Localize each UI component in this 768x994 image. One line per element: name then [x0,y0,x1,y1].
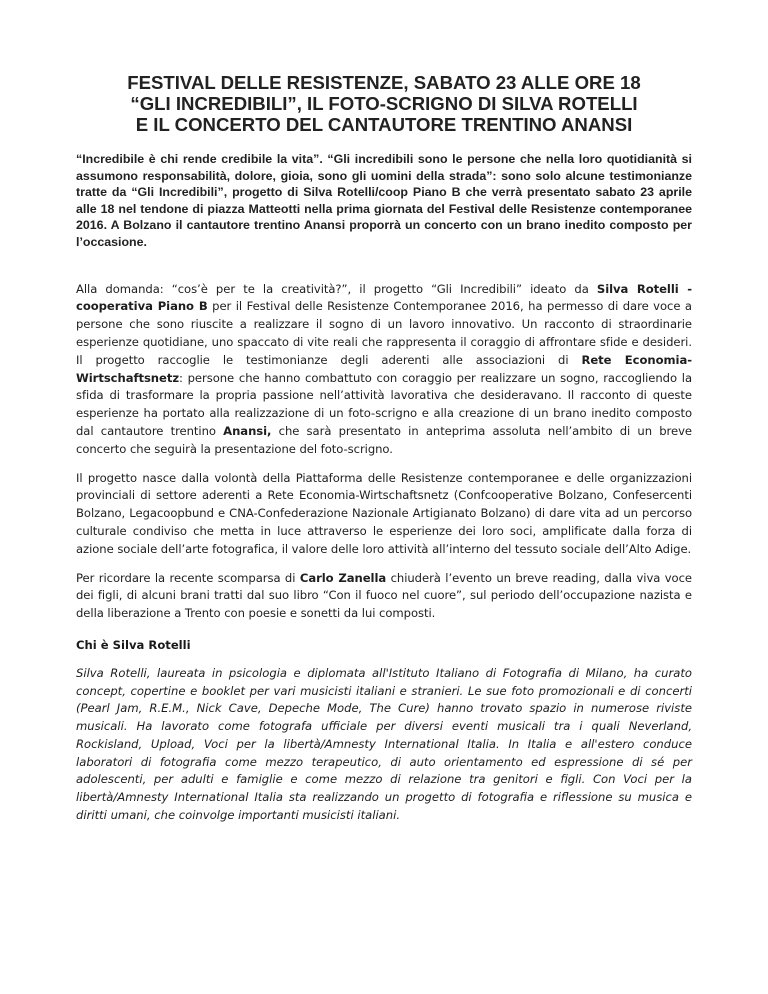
title-line-3: E IL CONCERTO DEL CANTAUTORE TRENTINO ANANSI [135,114,633,135]
paragraph-2: Il progetto nasce dalla volontà della Piattaforma delle Resistenze contemporanee e delle organizzazioni provinciali di settore aderenti a Rete Economia-Wirtschaftsnetz (Confcooperative Bolzano, Confesercenti Bolzano, Legacoopbund e CNA-Confederazione Nazionale Artigianato Bolzano) di dare vita ad un percorso culturale condiviso che metta in luce attraverso le esperienze dei loro soci, amplificate dalla forza di azione sociale dell’arte fotografica, il valore delle loro attività all’interno del tessuto sociale dell’Alto Adige. [76,470,692,556]
p1-bold-silva-rotelli: Silva Rotelli - cooperativa Piano B [76,281,692,314]
paragraph-3 [76,570,692,623]
p1-text-e: : persone che hanno combattuto con coraggio per realizzare un sogno, raccogliendo la sfida di trasformare la propria passione nell’attività lavorativa che desideravano. Il racconto di queste esperienze ha portato alla realizzazione di un foto-scrigno e alla creazione di un brano inedito composto dal cantautore trentino [76,370,692,438]
lead-paragraph: “Incredibile è chi rende credibile la vita”. “Gli incredibili sono le persone che nella loro quotidianità si assumono responsabilità, dolore, gioia, sono gli uomini della strada”: sono solo alcune testimonianze tratte da “Gli Incredibili”, progetto di Silva Rotelli/coop Piano B che verrà presentato sabato 23 aprile alle 18 nel tendone di piazza Matteotti nella prima giornata del Festival delle Resistenze contemporanee 2016. A Bolzano il cantautore trentino Anansi proporrà un concerto con un brano inedito composto per l’occasione. [76,152,692,249]
p1-text-a: Alla domanda: “cos’è per te la creatività?”, il progetto “Gli Incredibili” ideato da [76,281,597,296]
title-line-2: “GLI INCREDIBILI”, IL FOTO-SCRIGNO DI SILVA ROTELLI [130,93,638,114]
p1-text-g: che sarà presentato in anteprima assoluta nell’ambito di un breve concerto che seguirà la presentazione del foto-scrigno. [76,423,692,456]
paragraph-1 [76,281,692,459]
bio-heading: Chi è Silva Rotelli [76,637,191,652]
title-line-1: FESTIVAL DELLE RESISTENZE, SABATO 23 ALLE ORE 18 [127,72,641,93]
p1-bold-rete-economia: Rete Economia-Wirtschaftsnetz [76,352,692,385]
p3-text-c: chiuderà l’evento un breve reading, dalla viva voce dei figli, di alcuni brani tratti dal suo libro “Con il fuoco nel cuore”, sul periodo dell’occupazione nazista e della liberazione a Trento con poesie e sonetti da lui composti. [76,570,693,621]
p3-text-a: Per ricordare la recente scomparsa di [76,570,300,585]
p3-bold-carlo-zanella: Carlo Zanella [299,570,387,585]
document-title [76,72,692,135]
p1-text-c: per il Festival delle Resistenze Contemporanee 2016, ha permesso di dare voce a persone che sono riuscite a realizzare il sogno di un lavoro innovativo. Un racconto di straordinarie esperienze quotidiane, uno spaccato di vite reali che rappresenta il coraggio di affrontare sfide e desideri. Il progetto raccoglie le testimonianze degli aderenti alle associazioni di [76,299,692,367]
bio-paragraph: Silva Rotelli, laureata in psicologia e diplomata all'Istituto Italiano di Fotografia di Milano, ha curato concept, copertine e booklet per vari musicisti italiani e stranieri. Le sue foto promozionali e di concerti (Pearl Jam, R.E.M., Nick Cave, Depeche Mode, The Cure) hanno trovato spazio in numerose riviste musicali. Ha lavorato come fotografa ufficiale per diversi eventi musicali tra i quali Neverland, Rockisland, Upload, Voci per la libertà/Amnesty International Italia. In Italia e all'estero conduce laboratori di fotografia come mezzo terapeutico, di auto orientamento ed espressione di sé per adolescenti, per adulti e famiglie e come mezzo di relazione tra genitori e figli. Con Voci per la libertà/Amnesty International Italia sta realizzando un progetto di fotografia e riflessione su musica e diritti umani, che coinvolge importanti musicisti italiani. [76,665,692,823]
p1-bold-anansi: Anansi, [223,423,272,438]
